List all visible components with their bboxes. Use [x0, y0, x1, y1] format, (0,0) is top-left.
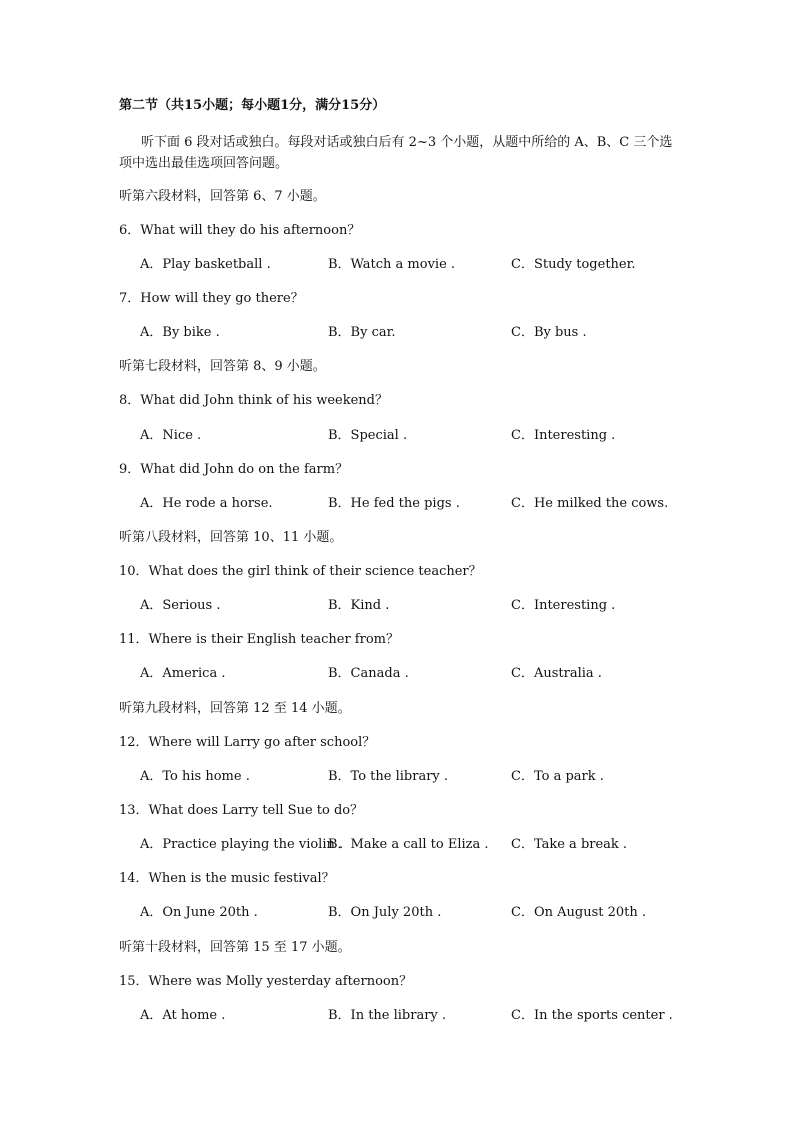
group-heading: 听第八段材料，回答第 10、11 小题。	[119, 530, 343, 545]
instructions: 听下面 6 段对话或独白。每段对话或独白后有 2~3 个小题，从题中所给的 A、B、C 三个选项中选出最佳选项回答问题。	[119, 135, 673, 171]
option-a: A．Play basketball .	[140, 257, 271, 272]
option-c: C．Interesting .	[511, 428, 616, 443]
question-stem: 12．Where will Larry go after school？	[119, 735, 376, 750]
option-a: A．On June 20th .	[140, 905, 258, 920]
question-stem: 13．What does Larry tell Sue to do？	[119, 803, 364, 818]
question-stem: 10．What does the girl think of their science teacher？	[119, 564, 482, 579]
option-b: B．In the library .	[328, 1008, 447, 1023]
question-stem: 8．What did John think of his weekend？	[119, 393, 388, 408]
option-a: A．Serious .	[140, 598, 221, 613]
question-stem: 9．What did John do on the farm？	[119, 462, 349, 477]
option-a: A．He rode a horse.	[140, 496, 273, 511]
group-heading: 听第九段材料，回答第 12 至 14 小题。	[119, 701, 351, 716]
option-c: C．Interesting .	[511, 598, 616, 613]
section-title: 第二节（共15小题；每小题1分，满分15分）	[119, 98, 386, 113]
question-stem: 7．How will they go there？	[119, 291, 304, 306]
option-a: A．By bike .	[140, 325, 220, 340]
group-heading: 听第六段材料，回答第 6、7 小题。	[119, 189, 326, 204]
option-b: B．To the library .	[328, 769, 449, 784]
option-a: A．Nice .	[140, 428, 202, 443]
option-a: A．America .	[140, 666, 226, 681]
option-a: A．To his home .	[140, 769, 250, 784]
option-c: C．Take a break .	[511, 837, 628, 852]
question-stem: 11．Where is their English teacher from？	[119, 632, 399, 647]
option-c: C．Australia .	[511, 666, 602, 681]
question-stem: 15．Where was Molly yesterday afternoon？	[119, 974, 413, 989]
group-heading: 听第十段材料，回答第 15 至 17 小题。	[119, 940, 351, 955]
option-b: B．He fed the pigs .	[328, 496, 460, 511]
option-b: B．Special .	[328, 428, 408, 443]
option-b: B．Make a call to Eliza .	[328, 837, 489, 852]
option-c: C．Study together.	[511, 257, 636, 272]
option-c: C．By bus .	[511, 325, 587, 340]
group-heading: 听第七段材料，回答第 8、9 小题。	[119, 359, 326, 374]
option-c: C．He milked the cows.	[511, 496, 669, 511]
option-b: B．By car.	[328, 325, 396, 340]
option-b: B．Watch a movie .	[328, 257, 456, 272]
question-stem: 14．When is the music festival？	[119, 871, 335, 886]
option-a: A．Practice playing the violin .	[140, 837, 344, 852]
option-b: B．Kind .	[328, 598, 390, 613]
option-c: C．In the sports center .	[511, 1008, 673, 1023]
option-b: B．Canada .	[328, 666, 409, 681]
question-stem: 6．What will they do his afternoon？	[119, 223, 361, 238]
option-b: B．On July 20th .	[328, 905, 442, 920]
option-c: C．To a park .	[511, 769, 604, 784]
option-a: A．At home .	[140, 1008, 226, 1023]
option-c: C．On August 20th .	[511, 905, 646, 920]
